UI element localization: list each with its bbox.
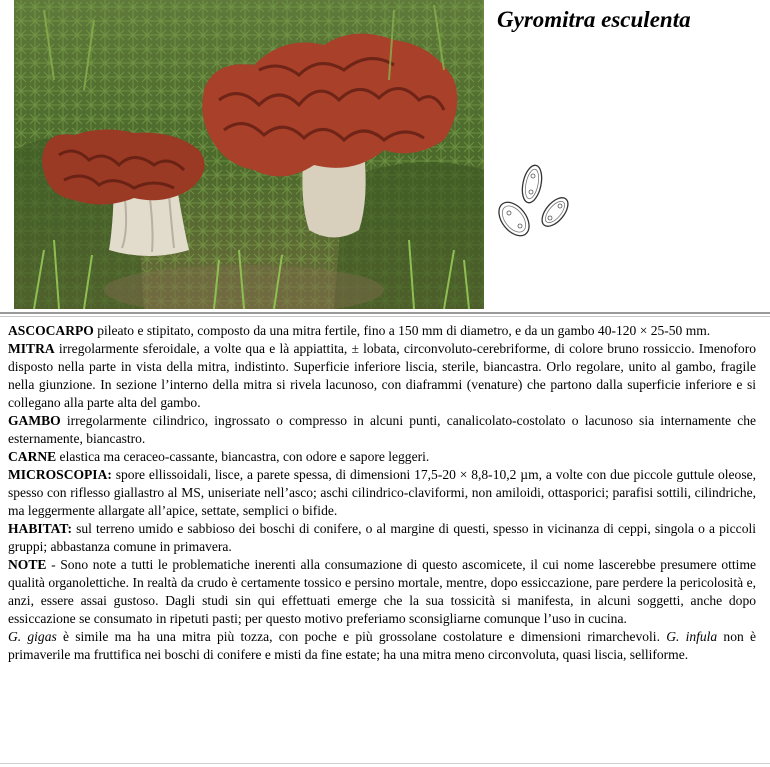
divider: [0, 763, 770, 764]
mushroom-photo: [14, 0, 484, 309]
divider: [0, 312, 770, 314]
section-carne: CARNE elastica ma ceraceo-cassante, biancastra, con odore e sapore leggeri.: [8, 449, 430, 464]
divider: [0, 316, 770, 317]
section-note: NOTE - Sono note a tutti le problematiche inerenti alla consumazione di questo ascomicete, il cui nome lascerebbe presumere ottime qualità organolettiche. In realtà da crudo è certamente tossico e persino mortale, mentre, dopo essiccazione, pare perdere la pericolosità e, anzi, essere assai gustoso. Dagli studi sin qui effettuati emerge che la sua tossicità si manifesta, in alcuni soggetti, anche dopo essiccazione se consumato in ripetuti pasti; per questo motivo preferiamo sconsigliarne comunque l’uso in cucina.: [8, 557, 756, 626]
section-ascocarpo: ASCOCARPO pileato e stipitato, composto da una mitra fertile, fino a 150 mm di diametro, e da un gambo 40-120 × 25-50 mm.: [8, 323, 711, 338]
spores-drawing: [494, 160, 580, 244]
section-similar-species: G. gigas è simile ma ha una mitra più tozza, con poche e più grossolane costolature e dimensioni rimarchevoli. G. infula non è primaverile ma fruttifica nei boschi di conifere e misti da fine estate; ha una mitra meno circonvoluta, quasi liscia, selliforme.: [8, 629, 756, 662]
description: [8, 322, 756, 664]
section-mitra: MITRA irregolarmente sferoidale, a volte qua e là appiattita, ± lobata, circonvoluto-cerebriforme, di colore bruno rossiccio. Imenoforo disposto nella parte in vista della mitra, indistinto. Superficie inferiore liscia, sterile, biancastra. Orlo regolare, unito al gambo, fragile nella giunzione. In sezione l’interno della mitra si rivela lacunoso, con diaframmi (venature) che partono dalla superficie inferiore e si collegano alla parte alta del gambo.: [8, 341, 756, 410]
species-title: Gyromitra esculenta: [497, 7, 691, 32]
section-gambo: GAMBO irregolarmente cilindrico, ingrossato o compresso in alcuni punti, canalicolato-costolato o lacunoso sia internamente che esternamente, biancastro.: [8, 413, 756, 446]
section-habitat: HABITAT: sul terreno umido e sabbioso dei boschi di conifere, o al margine di questi, spesso in vicinanza di ceppi, singola o a piccoli gruppi; abbastanza comune in primavera.: [8, 521, 756, 554]
section-microscopia: MICROSCOPIA: spore ellissoidali, lisce, a parete spessa, di dimensioni 17,5-20 × 8,8-10,2 µm, a volte con due piccole guttule oleose, spesso con riflesso giallastro al MS, uniseriate nell’asco; aschi cilindrico-claviformi, non amiloidi, ottasporici; parafisi sottili, cilindriche, ma leggermente allargate all’apice, settate, semplici o bifide.: [8, 467, 756, 518]
